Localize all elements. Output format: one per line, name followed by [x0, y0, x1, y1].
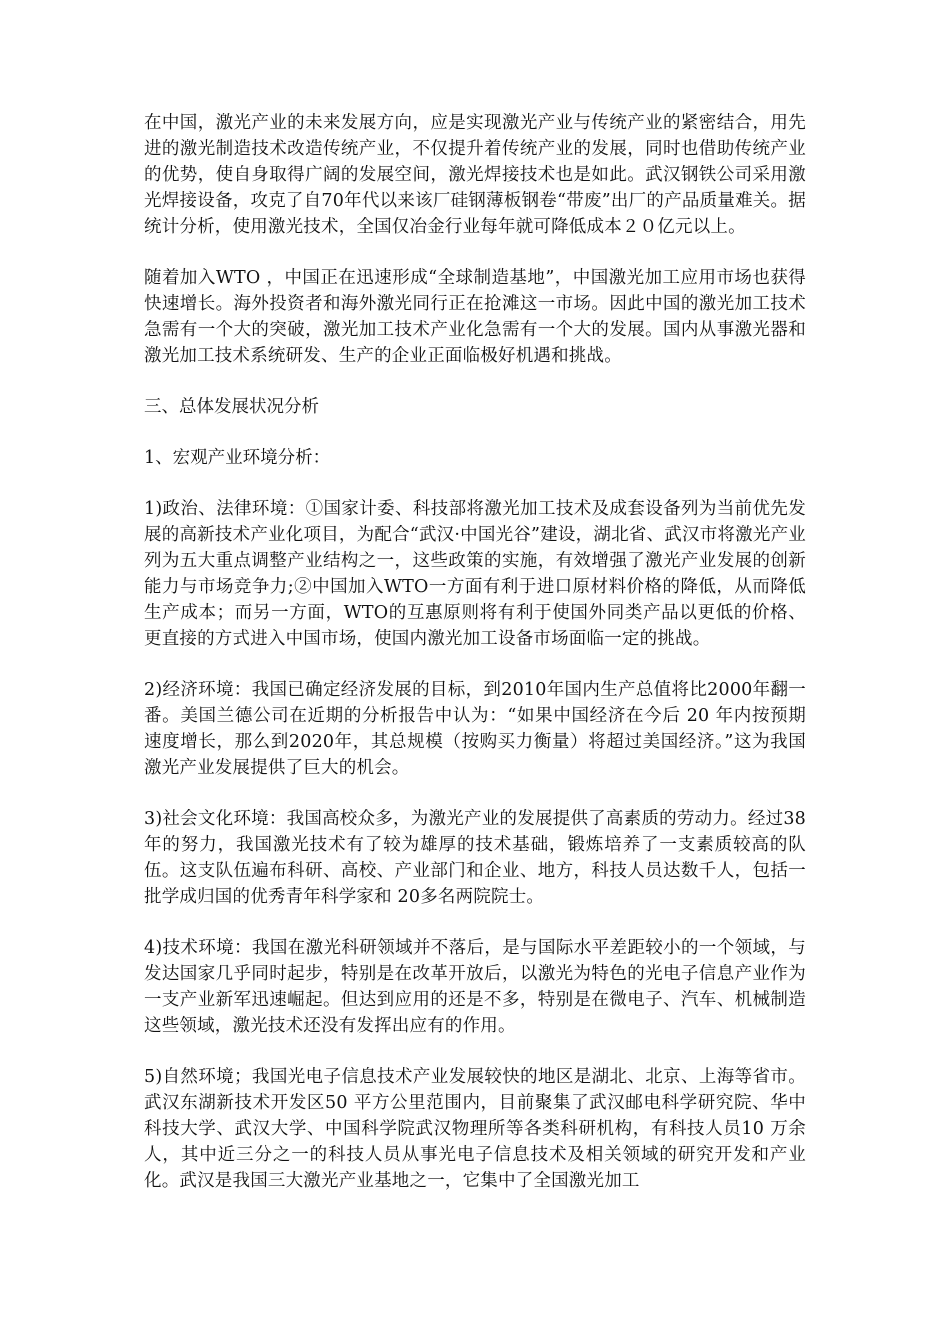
paragraph-laser-industry-direction: 在中国，激光产业的未来发展方向，应是实现激光产业与传统产业的紧密结合，用先进的激光制造技术改造传统产业，不仅提升着传统产业的发展，同时也借助传统产业的优势，使自身取得广阔的发展空间，激光焊接技术也是如此。武汉钢铁公司采用激光焊接设备，攻克了自70年代以来该厂硅钢薄板钢卷“带废”出厂的产品质量难关。据统计分析，使用激光技术，全国仅冶金行业每年就可降低成本２０亿元以上。: [144, 113, 806, 237]
paragraph-wto-market: 随着加入WTO ，中国正在迅速形成“全球制造基地”，中国激光加工应用市场也获得快速增长。海外投资者和海外激光同行正在抢滩这一市场。因此中国的激光加工技术急需有一个大的突破，激光加工技术产业化急需有一个大的发展。国内从事激光器和激光加工技术系统研发、生产的企业正面临极好机遇和挑战。: [144, 268, 806, 366]
subsection-heading-macro-environment: 1、宏观产业环境分析：: [144, 448, 331, 468]
paragraph-natural: 5)自然环境；我国光电子信息技术产业发展较快的地区是湖北、北京、上海等省市。武汉东湖新技术开发区50 平方公里范围内，目前聚集了武汉邮电科学研究院、华中科技大学、武汉大学、中国科学院武汉物理所等各类科研机构，有科技人员10 万余人，其中近三分之一的科技人员从事光电子信息技术及相关领域的研究开发和产业化。武汉是我国三大激光产业基地之一，它集中了全国激光加工: [144, 1067, 806, 1191]
section-heading-overall-status: 三、总体发展状况分析: [144, 397, 319, 417]
document-page: [144, 110, 806, 1219]
paragraph-political-legal: 1)政治、法律环境：①国家计委、科技部将激光加工技术及成套设备列为当前优先发展的高新技术产业化项目，为配合“武汉·中国光谷”建设，湖北省、武汉市将激光产业列为五大重点调整产业结构之一，这些政策的实施，有效增强了激光产业发展的创新能力与市场竞争力;②中国加入WTO一方面有利于进口原材料价格的降低，从而降低生产成本；而另一方面，WTO的互惠原则将有利于使国外同类产品以更低的价格、更直接的方式进入中国市场，使国内激光加工设备市场面临一定的挑战。: [144, 499, 806, 649]
paragraph-economic: 2)经济环境：我国已确定经济发展的目标，到2010年国内生产总值将比2000年翻一番。美国兰德公司在近期的分析报告中认为：“如果中国经济在今后 20 年内按预期速度增长，那么到2020年，其总规模（按购买力衡量）将超过美国经济。”这为我国激光产业发展提供了巨大的机会。: [144, 680, 806, 778]
paragraph-technology: 4)技术环境：我国在激光科研领域并不落后，是与国际水平差距较小的一个领域，与发达国家几乎同时起步，特别是在改革开放后，以激光为特色的光电子信息产业作为一支产业新军迅速崛起。但达到应用的还是不多，特别是在微电子、汽车、机械制造这些领域，激光技术还没有发挥出应有的作用。: [144, 938, 806, 1036]
paragraph-social-cultural: 3)社会文化环境：我国高校众多，为激光产业的发展提供了高素质的劳动力。经过38年的努力，我国激光技术有了较为雄厚的技术基础，锻炼培养了一支素质较高的队伍。这支队伍遍布科研、高校、产业部门和企业、地方，科技人员达数千人，包括一批学成归国的优秀青年科学家和 20多名两院院士。: [144, 809, 806, 907]
